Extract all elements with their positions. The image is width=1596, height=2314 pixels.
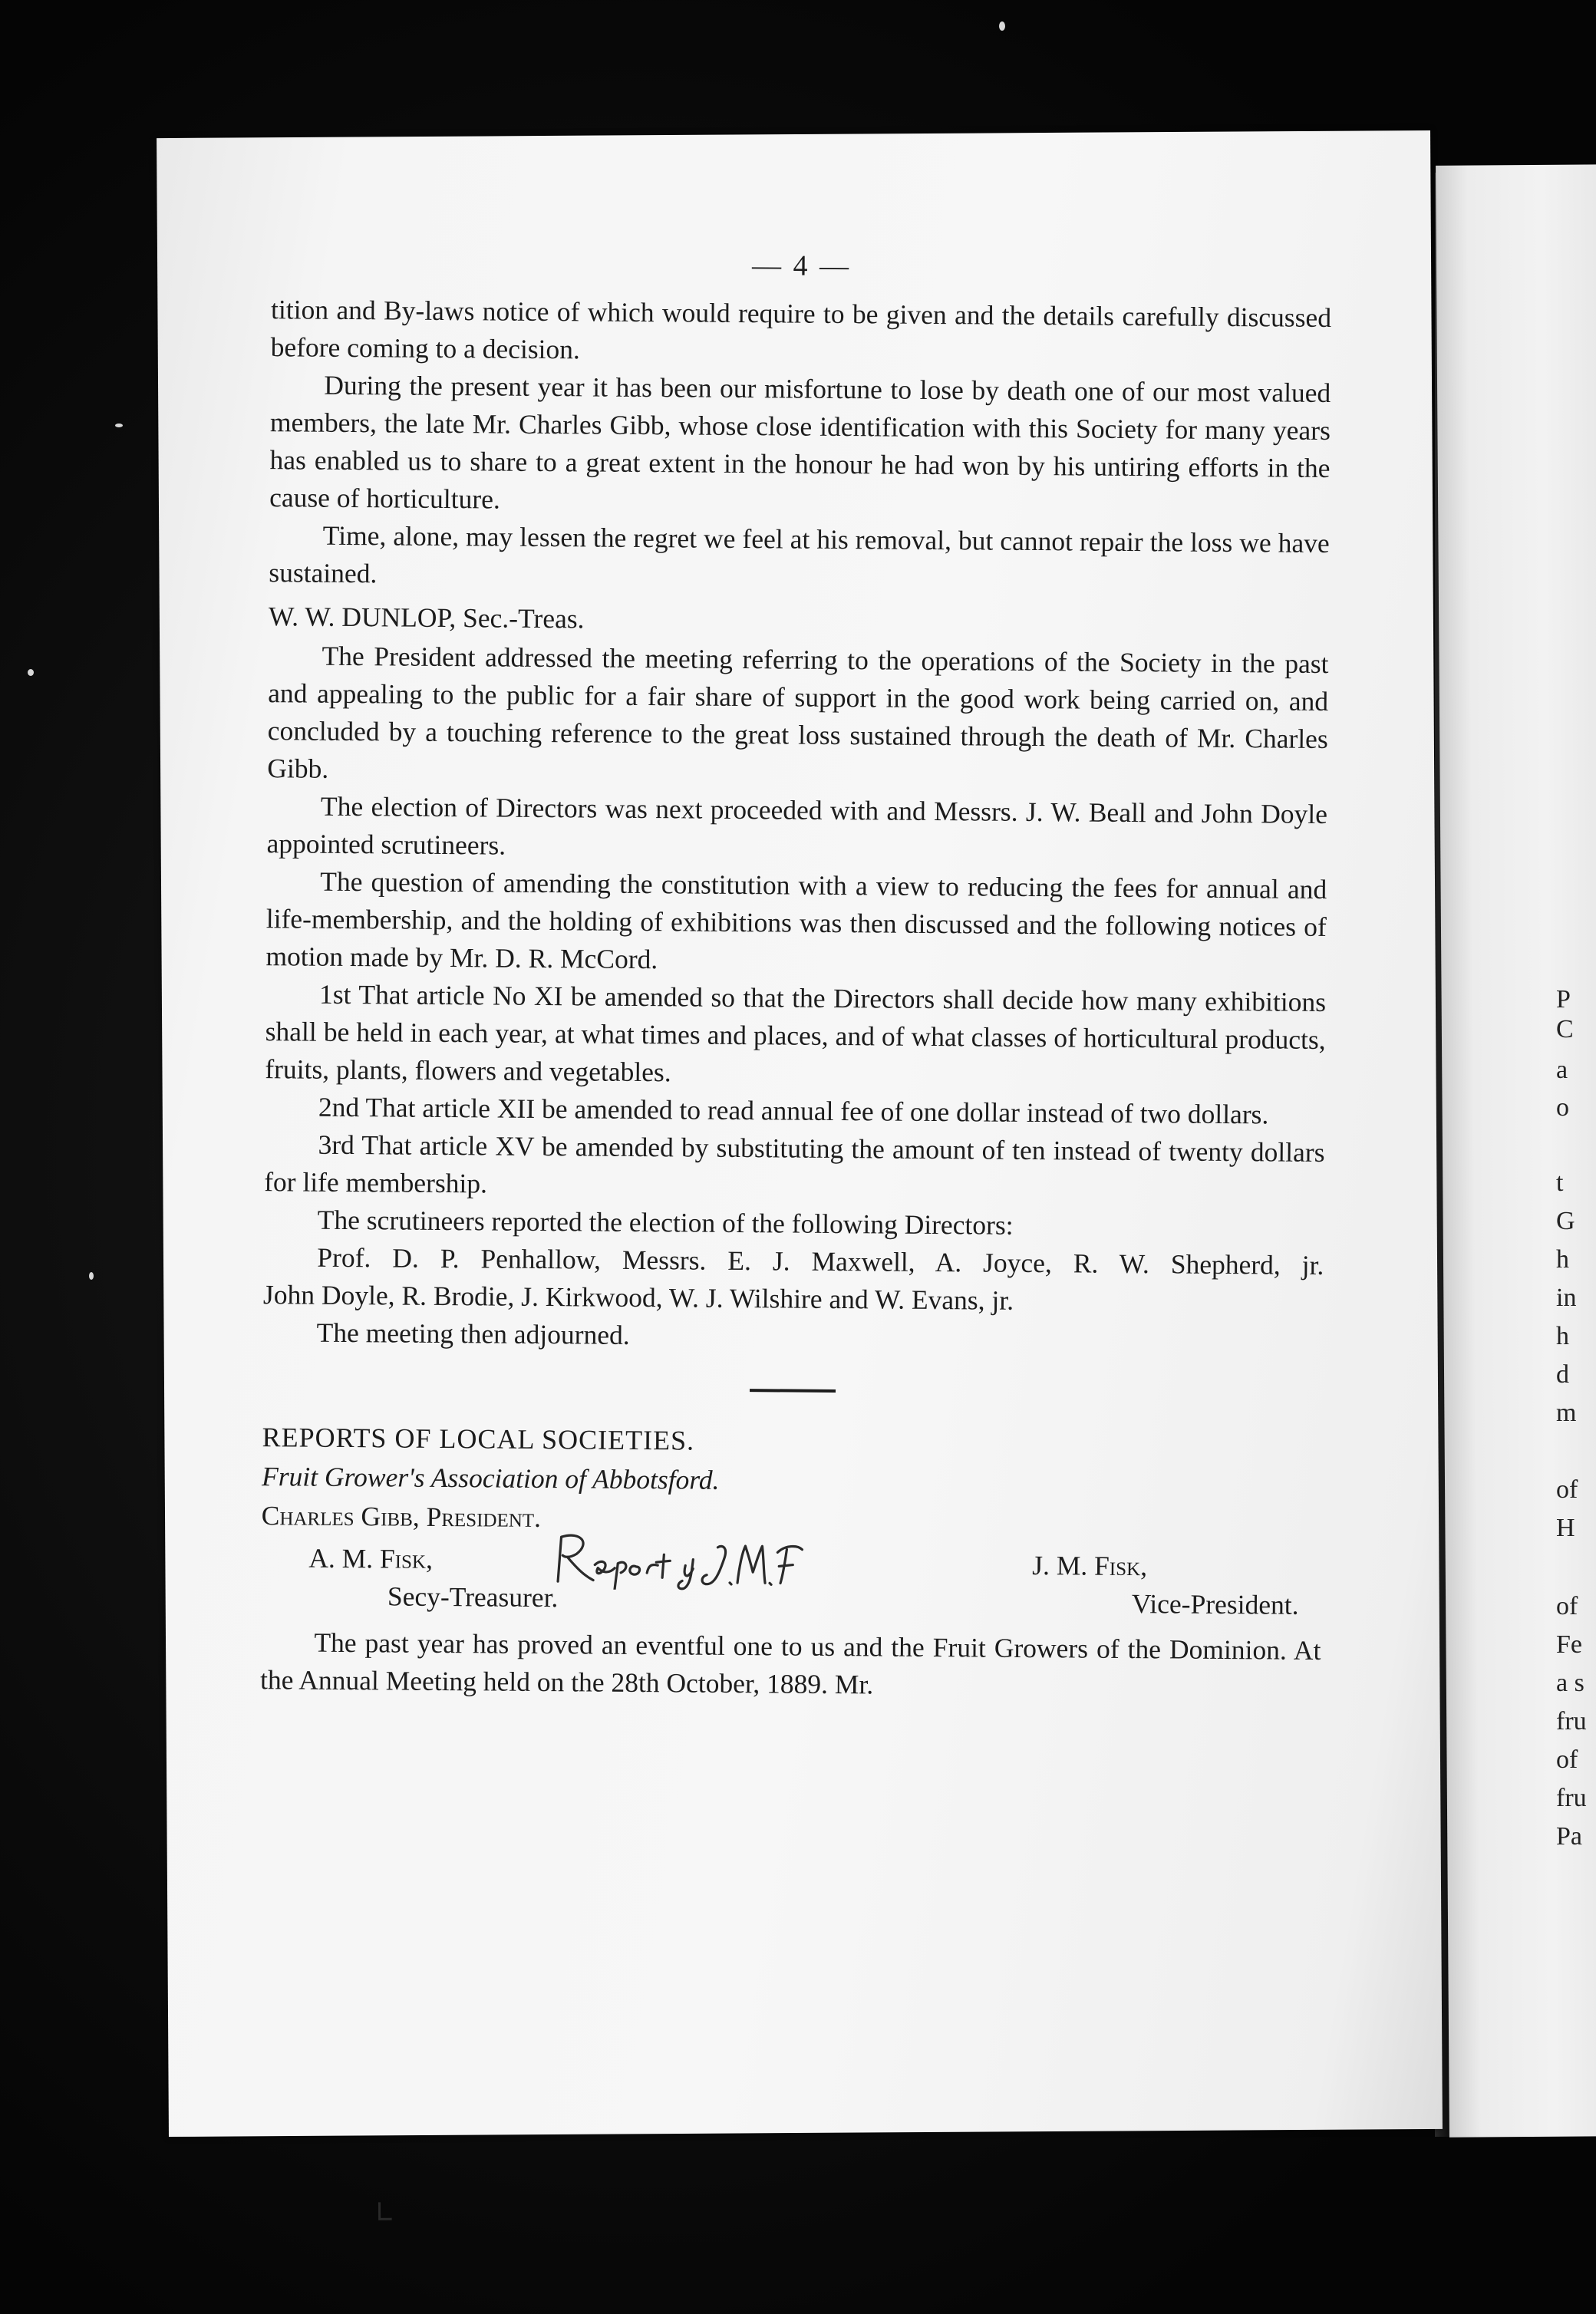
- fragment: o: [1556, 1093, 1569, 1122]
- fragment: Pa: [1556, 1822, 1582, 1851]
- dust-speck: [89, 1272, 94, 1280]
- association-name: Fruit Grower's Association of Abbotsford.: [261, 1461, 720, 1495]
- paragraph: The meeting then adjourned.: [316, 1317, 630, 1350]
- page-body: [259, 249, 1332, 1707]
- document-page: [157, 130, 1443, 2137]
- handwritten-annotation: [550, 1528, 804, 1591]
- section-divider: [750, 1389, 836, 1393]
- fragment: C: [1556, 1015, 1574, 1043]
- secretary-name: A. M. Fisk,: [308, 1542, 434, 1574]
- section-heading: REPORTS OF LOCAL SOCIETIES.: [262, 1422, 695, 1456]
- directors-list: Prof. D. P. Penhallow, Messrs. E. J. Maxwell, A. Joyce, R. W. Shepherd, jr.: [317, 1241, 1324, 1281]
- fragment: a: [1556, 1056, 1568, 1084]
- paragraph: The past year has proved an eventful one to us and the Fruit Growers of the Dominion. At the Annual Meeting held on the 28th October, 1889. Mr.: [259, 1627, 1321, 1700]
- fragment: fru: [1556, 1784, 1587, 1812]
- vice-president-name: J. M. Fisk,: [1032, 1550, 1148, 1582]
- directors-list: John Doyle, R. Brodie, J. Kirkwood, W. J. Wilshire and W. Evans, jr.: [262, 1279, 1014, 1316]
- fragment: of: [1556, 1475, 1578, 1504]
- paragraph: The scrutineers reported the election of the following Directors:: [317, 1204, 1014, 1241]
- paragraph: Time, alone, may lessen the regret we feel at his removal, but cannot repair the loss we have sustained.: [269, 519, 1330, 589]
- vice-president-title: Vice-President.: [1131, 1588, 1299, 1620]
- dust-speck: [115, 424, 123, 427]
- officers-block: [261, 1539, 1322, 1627]
- fragment: m: [1556, 1399, 1577, 1427]
- fragment: a s: [1556, 1669, 1584, 1697]
- motion-item: 2nd That article XII be amended to read annual fee of one dollar instead of two dollars.: [318, 1091, 1269, 1130]
- fragment: h: [1556, 1322, 1569, 1350]
- paragraph: During the present year it has been our misfortune to lose by death one of our most valued members, the late Mr. Charles Gibb, whose close identification with this Society for many years has enabled us to share to a great extent in the honour he had won by his untiring efforts in the cause of horticulture.: [269, 369, 1331, 515]
- fragment: t: [1556, 1169, 1564, 1197]
- paragraph: The election of Directors was next proceeded with and Messrs. J. W. Beall and John Doyle appointed scrutineers.: [266, 790, 1328, 861]
- paragraph: tition and By-laws notice of which would require to be given and the details carefully discussed before coming to a decision.: [270, 294, 1332, 365]
- fragment: P: [1556, 985, 1571, 1014]
- margin-mark: [376, 2200, 393, 2222]
- fragment: of: [1556, 1745, 1578, 1774]
- motion-item: 1st That article No XI be amended so that the Directors shall decide how many exhibitions shall be held in each year, at what times and places, and of what classes of horticultural products, fruits, plants, flowers and vegetables.: [265, 978, 1327, 1088]
- fragment: of: [1556, 1592, 1578, 1620]
- fragment: d: [1556, 1360, 1569, 1389]
- president-line: Charles Gibb, President.: [261, 1500, 542, 1533]
- secretary-signature: W. W. DUNLOP, Sec.-Treas.: [268, 601, 585, 635]
- fragment: h: [1556, 1245, 1569, 1274]
- paragraph: The question of amending the constitution with a view to reducing the fees for annual and life-membership, and the holding of exhibitions was then discussed and the following notices of motion made by Mr. D. R. McCord.: [265, 865, 1327, 975]
- fragment: fru: [1556, 1707, 1587, 1736]
- dust-speck: [28, 669, 34, 676]
- secretary-title: Secy-Treasurer.: [387, 1581, 559, 1614]
- fragment: Fe: [1556, 1630, 1582, 1659]
- dust-speck: [999, 21, 1005, 31]
- fragment: G: [1556, 1207, 1575, 1235]
- page-number: — 4 —: [751, 249, 852, 283]
- paragraph: The President addressed the meeting referring to the operations of the Society in the past and appealing to the public for a fair share of support in the good work being carried on, and concluded by a touching reference to the great loss sustained through the death of Mr. Charles Gibb.: [267, 640, 1329, 784]
- fragment: H: [1556, 1514, 1575, 1542]
- motion-item: 3rd That article XV be amended by substituting the amount of ten instead of twenty dollars for life membership.: [264, 1129, 1325, 1199]
- fragment: in: [1556, 1284, 1577, 1312]
